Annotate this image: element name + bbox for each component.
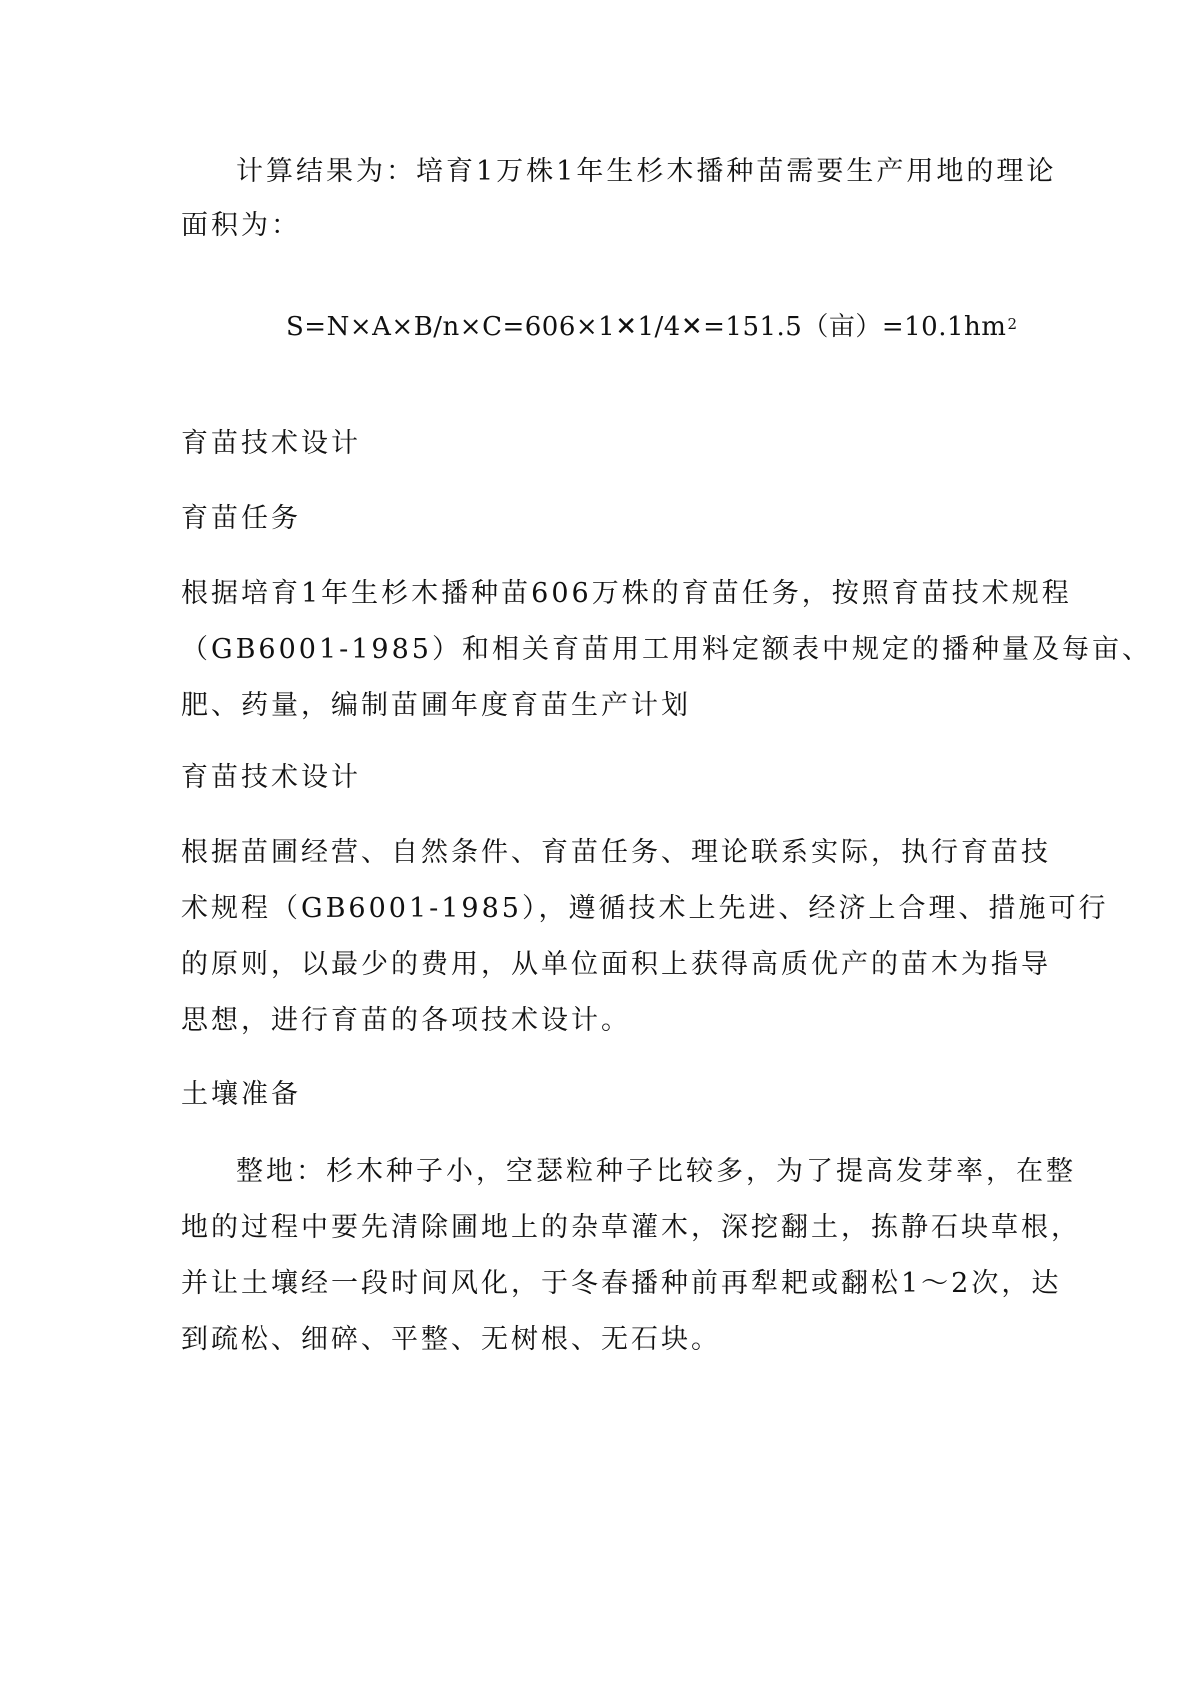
soil-paragraph-line: 到疏松、细碎、平整、无树根、无石块。 — [181, 1324, 721, 1355]
area-formula — [286, 306, 1017, 345]
task-paragraph-line: 肥、药量，编制苗圃年度育苗生产计划 — [181, 690, 691, 721]
section-heading: 育苗技术设计 — [181, 428, 361, 459]
task-heading: 育苗任务 — [181, 503, 301, 534]
soil-paragraph-line: 并让土壤经一段时间风化，于冬春播种前再犁耙或翻松1～2次，达 — [181, 1268, 1062, 1299]
soil-paragraph-line: 整地：杉木种子小，空瑟粒种子比较多，为了提高发芽率，在整 — [236, 1156, 1076, 1187]
intro-line-2: 面积为： — [181, 210, 301, 241]
design-paragraph-line: 的原则，以最少的费用，从单位面积上获得高质优产的苗木为指导 — [181, 949, 1051, 980]
design-paragraph-line: 思想，进行育苗的各项技术设计。 — [181, 1005, 631, 1036]
design-paragraph-line: 术规程（GB6001-1985），遵循技术上先进、经济上合理、措施可行 — [181, 893, 1109, 924]
task-paragraph-line: 根据培育1年生杉木播种苗606万株的育苗任务，按照育苗技术规程 — [181, 578, 1072, 609]
soil-heading: 土壤准备 — [181, 1079, 301, 1110]
soil-paragraph-line: 地的过程中要先清除圃地上的杂草灌木，深挖翻土，拣静石块草根， — [181, 1212, 1081, 1243]
design-paragraph-line: 根据苗圃经营、自然条件、育苗任务、理论联系实际，执行育苗技 — [181, 837, 1051, 868]
formula-superscript: 2 — [1007, 315, 1018, 333]
formula-text: S=N×A×B/n×C=606×1✕1/4✕=151.5（亩）=10.1hm — [286, 312, 1007, 342]
task-paragraph-line: （GB6001-1985）和相关育苗用工用料定额表中规定的播种量及每亩、 — [181, 634, 1152, 665]
intro-line-1: 计算结果为：培育1万株1年生杉木播种苗需要生产用地的理论 — [236, 156, 1057, 187]
design-heading: 育苗技术设计 — [181, 762, 361, 793]
